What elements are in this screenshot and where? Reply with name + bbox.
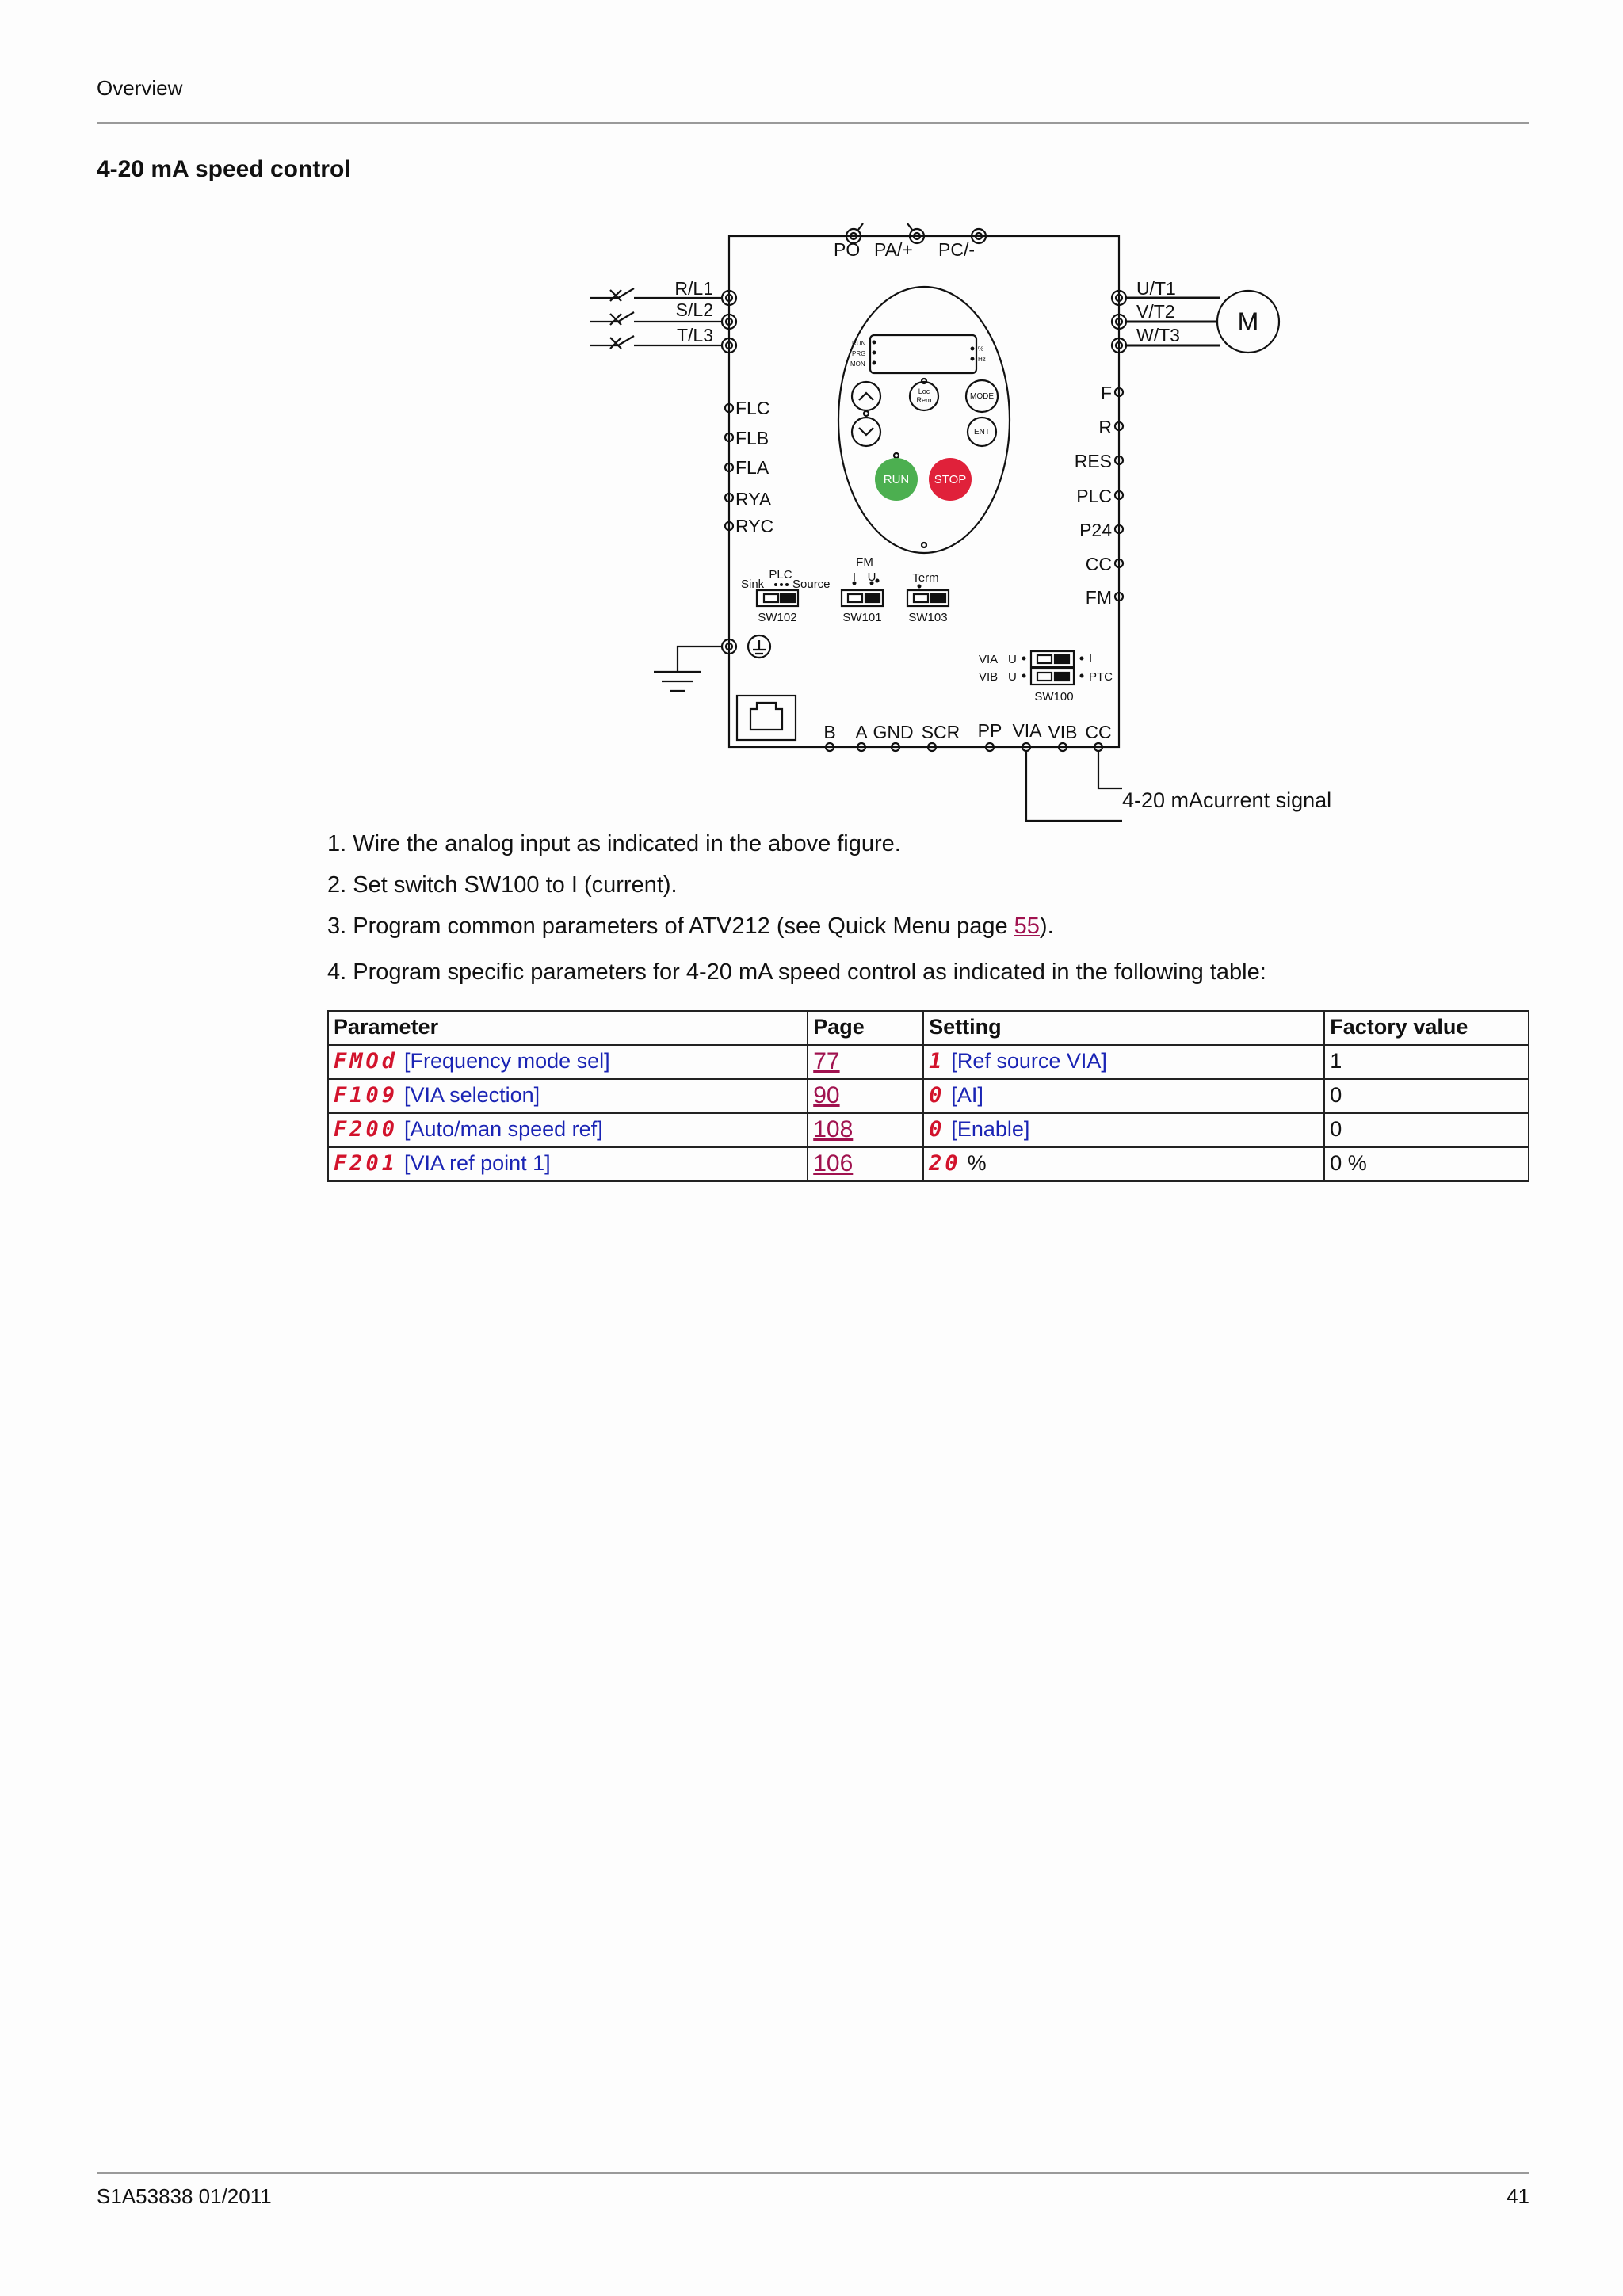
term-flc: FLC	[735, 398, 770, 418]
doc-reference: S1A53838 01/2011	[97, 2184, 272, 2208]
param-code: F201	[334, 1151, 399, 1176]
quick-menu-page-link[interactable]: 55	[1014, 913, 1040, 939]
sw101-u: U	[867, 570, 876, 584]
rem-label: Rem	[916, 396, 932, 404]
sw101-name: SW101	[842, 611, 882, 624]
term-p24: P24	[1079, 520, 1112, 540]
sw102-name: SW102	[758, 611, 797, 624]
setting-cell	[923, 1147, 1324, 1181]
setting-cell	[923, 1113, 1324, 1147]
table-row	[328, 1113, 1529, 1147]
parameter-table	[327, 1010, 1529, 1182]
term-cc-bottom: CC	[1085, 722, 1112, 742]
running-title: Overview	[97, 76, 183, 100]
step-2: 2. Set switch SW100 to I (current).	[327, 872, 678, 898]
term-pa: PA/+	[874, 239, 913, 260]
setting-label: [Enable]	[951, 1117, 1030, 1141]
setting-label: [AI]	[951, 1083, 983, 1107]
term-wt3: W/T3	[1136, 325, 1180, 345]
term-vt2: V/T2	[1136, 301, 1175, 322]
step-4: 4. Program specific parameters for 4-20 mA speed control as indicated in the following table:	[327, 959, 1266, 985]
term-b: B	[823, 722, 836, 742]
run-label: RUN	[883, 473, 910, 486]
page-link[interactable]: 106	[813, 1150, 854, 1177]
keypad-outline	[838, 287, 1010, 553]
col-factory-value: Factory value	[1324, 1011, 1529, 1045]
step-3: 3. Program common parameters of ATV212 (see Quick Menu page 55).	[327, 913, 1054, 939]
term-rya: RYA	[735, 489, 772, 509]
factory-cell: 0	[1324, 1079, 1529, 1113]
param-label: [Frequency mode sel]	[404, 1049, 610, 1073]
motor-label: M	[1237, 307, 1259, 336]
setting-label: [Ref source VIA]	[951, 1049, 1107, 1073]
term-rl1: R/L1	[674, 278, 713, 299]
setting-cell	[923, 1079, 1324, 1113]
col-setting: Setting	[923, 1011, 1324, 1045]
col-parameter: Parameter	[328, 1011, 808, 1045]
page-cell	[808, 1079, 923, 1113]
led-run: RUN	[852, 340, 866, 347]
setting-code: 0	[929, 1083, 945, 1108]
term-gnd: GND	[873, 722, 914, 742]
wiring-diagram	[0, 0, 1623, 840]
term-vib: VIB	[1048, 722, 1078, 742]
term-flb: FLB	[735, 428, 769, 448]
sw100-i: I	[1089, 652, 1093, 666]
sw102-source: Source	[792, 578, 831, 591]
col-page: Page	[808, 1011, 923, 1045]
setting-code: 20	[929, 1151, 961, 1176]
param-code: F109	[334, 1083, 399, 1108]
sw100-name: SW100	[1034, 690, 1074, 704]
page-cell	[808, 1045, 923, 1079]
sw100-u2: U	[1008, 670, 1017, 684]
page-cell	[808, 1147, 923, 1181]
sw100-u1: U	[1008, 653, 1017, 666]
term-f: F	[1100, 383, 1112, 403]
term-via: VIA	[1012, 720, 1042, 741]
param-code: F200	[334, 1117, 399, 1142]
param-label: [VIA ref point 1]	[404, 1151, 551, 1175]
led-hz: Hz	[978, 356, 986, 363]
page-link[interactable]: 77	[813, 1047, 840, 1074]
term-ryc: RYC	[735, 516, 774, 536]
table-header-row	[328, 1011, 1529, 1045]
sw101-title: FM	[856, 555, 873, 569]
term-res: RES	[1074, 451, 1112, 471]
section-title: 4-20 mA speed control	[97, 156, 351, 182]
sw103-title: Term	[912, 571, 939, 585]
factory-cell: 1	[1324, 1045, 1529, 1079]
param-cell	[328, 1147, 808, 1181]
term-pc: PC/-	[938, 239, 975, 260]
term-sl2: S/L2	[675, 299, 713, 320]
page-cell	[808, 1113, 923, 1147]
sw102-sink: Sink	[741, 578, 765, 591]
drive-enclosure	[729, 236, 1119, 747]
term-pp: PP	[977, 720, 1002, 741]
page-link[interactable]: 90	[813, 1081, 840, 1108]
sw100-vib: VIB	[979, 670, 999, 684]
page-number: 41	[1507, 2184, 1529, 2208]
param-label: [VIA selection]	[404, 1083, 540, 1107]
param-cell	[328, 1045, 808, 1079]
table-row	[328, 1147, 1529, 1181]
setting-code: 1	[929, 1049, 945, 1074]
term-r: R	[1098, 417, 1112, 437]
setting-label: %	[967, 1151, 987, 1175]
footer-rule	[97, 2172, 1529, 2174]
term-fm: FM	[1085, 587, 1112, 608]
param-label: [Auto/man speed ref]	[404, 1117, 603, 1141]
sw101-i: I	[852, 570, 857, 584]
ent-label: ENT	[974, 428, 990, 437]
page-link[interactable]: 108	[813, 1116, 854, 1142]
factory-cell: 0	[1324, 1113, 1529, 1147]
term-plc: PLC	[1076, 486, 1112, 506]
param-code: FMOd	[334, 1049, 399, 1074]
param-cell	[328, 1113, 808, 1147]
term-fla: FLA	[735, 457, 769, 478]
mode-label: MODE	[970, 392, 994, 401]
sw103-name: SW103	[908, 611, 948, 624]
param-cell	[328, 1079, 808, 1113]
step-1: 1. Wire the analog input as indicated in the above figure.	[327, 831, 901, 856]
led-percent: %	[978, 345, 984, 353]
sw100-via: VIA	[979, 653, 999, 666]
factory-cell: 0 %	[1324, 1147, 1529, 1181]
table-row	[328, 1079, 1529, 1113]
setting-code: 0	[929, 1117, 945, 1142]
sw102-title: PLC	[769, 568, 792, 582]
table-row	[328, 1045, 1529, 1079]
signal-label: 4-20 mAcurrent signal	[1122, 788, 1332, 812]
led-prg: PRG	[852, 350, 866, 357]
loc-label: Loc	[918, 387, 930, 395]
sw100-ptc: PTC	[1089, 670, 1113, 684]
term-tl3: T/L3	[676, 325, 713, 345]
setting-cell	[923, 1045, 1324, 1079]
led-mon: MON	[850, 360, 865, 368]
term-po: PO	[834, 239, 861, 260]
term-scr: SCR	[921, 722, 960, 742]
term-cc-side: CC	[1085, 554, 1112, 574]
stop-label: STOP	[934, 473, 967, 486]
term-ut1: U/T1	[1136, 278, 1176, 299]
term-a: A	[855, 722, 868, 742]
